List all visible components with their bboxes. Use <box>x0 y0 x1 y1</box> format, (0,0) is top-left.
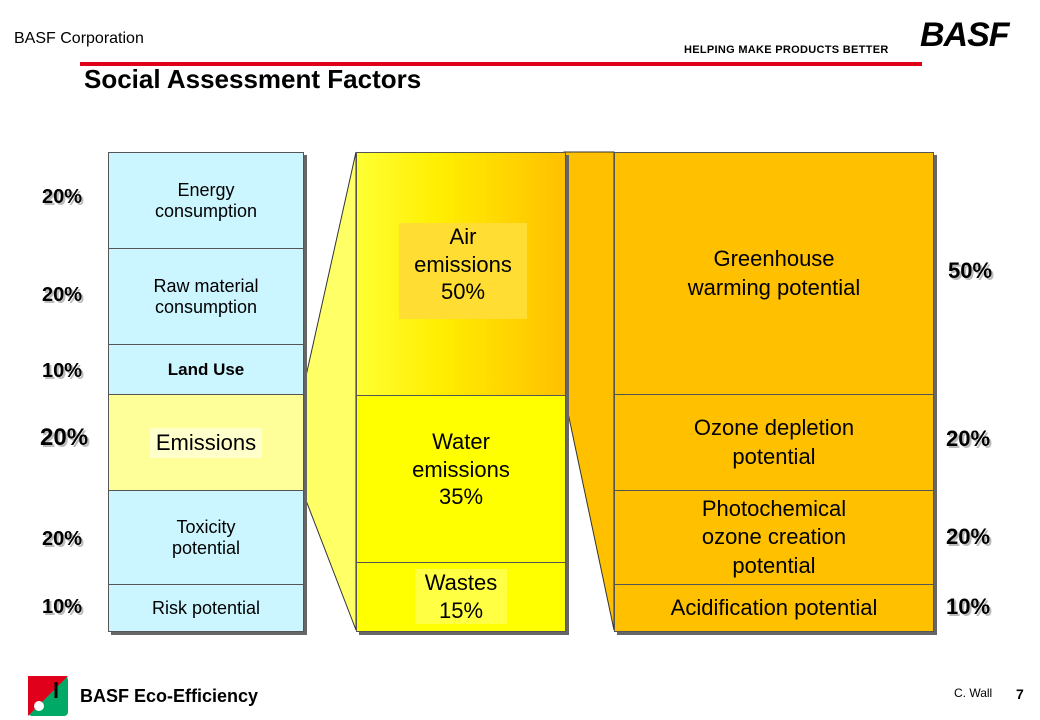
emissions-expansion-left <box>302 152 356 630</box>
factor-raw-material <box>109 249 303 345</box>
percent-photochemical: 20% <box>946 524 991 549</box>
factor-land-use <box>109 345 303 395</box>
air-emissions-breakdown-box <box>614 152 934 632</box>
author-name: C. Wall <box>954 686 993 700</box>
percent-emissions: 20% <box>40 424 89 451</box>
factor-emissions <box>109 395 303 491</box>
factor-toxicity-label: Toxicity potential <box>171 516 241 558</box>
factor-energy <box>109 153 303 249</box>
water-emissions-segment <box>357 396 565 563</box>
factor-risk <box>109 585 303 631</box>
acidification-segment <box>615 585 933 631</box>
percent-toxicity: 20% <box>42 528 83 550</box>
ozone-depletion-label: Ozone depletion potential <box>693 414 855 469</box>
factor-energy-label: Energy consumption <box>154 179 258 221</box>
social-factors-box <box>108 152 304 632</box>
air-emissions-segment <box>357 153 565 396</box>
wastes-label: Wastes 15% <box>415 569 507 624</box>
factor-toxicity <box>109 491 303 585</box>
percent-raw-material: 20% <box>42 284 83 306</box>
factor-risk-label: Risk potential <box>151 597 261 618</box>
photochemical-label: Photochemical ozone creation potential <box>701 495 847 578</box>
factor-raw-material-label: Raw material consumption <box>153 275 259 317</box>
eco-efficiency-logo-icon <box>28 676 68 716</box>
factor-land-use-label: Land Use <box>167 359 245 379</box>
percent-ozone-depletion: 20% <box>946 426 991 451</box>
air-expansion-right <box>564 152 614 630</box>
greenhouse-label: Greenhouse warming potential <box>687 245 861 300</box>
basf-logo: BASF <box>920 16 1009 54</box>
page-title: Social Assessment Factors <box>84 64 422 94</box>
page-number: 7 <box>1016 686 1024 702</box>
percent-energy: 20% <box>42 186 83 208</box>
percent-greenhouse: 50% <box>948 258 993 283</box>
ozone-depletion-segment <box>615 395 933 491</box>
water-emissions-label: Water emissions 35% <box>412 429 510 509</box>
factor-emissions-label: Emissions <box>150 428 262 458</box>
greenhouse-segment <box>615 153 933 395</box>
percent-acidification: 10% <box>946 594 991 619</box>
acidification-label: Acidification potential <box>670 594 878 620</box>
emissions-breakdown-box <box>356 152 566 632</box>
tagline: HELPING MAKE PRODUCTS BETTER <box>684 44 889 56</box>
footer-program-name: BASF Eco-Efficiency <box>80 686 259 706</box>
percent-risk: 10% <box>42 596 83 618</box>
air-emissions-label: Air emissions 50% <box>399 223 527 319</box>
percent-land-use: 10% <box>42 360 83 382</box>
photochemical-segment <box>615 491 933 585</box>
company-name: BASF Corporation <box>14 30 144 47</box>
wastes-segment <box>357 563 565 631</box>
